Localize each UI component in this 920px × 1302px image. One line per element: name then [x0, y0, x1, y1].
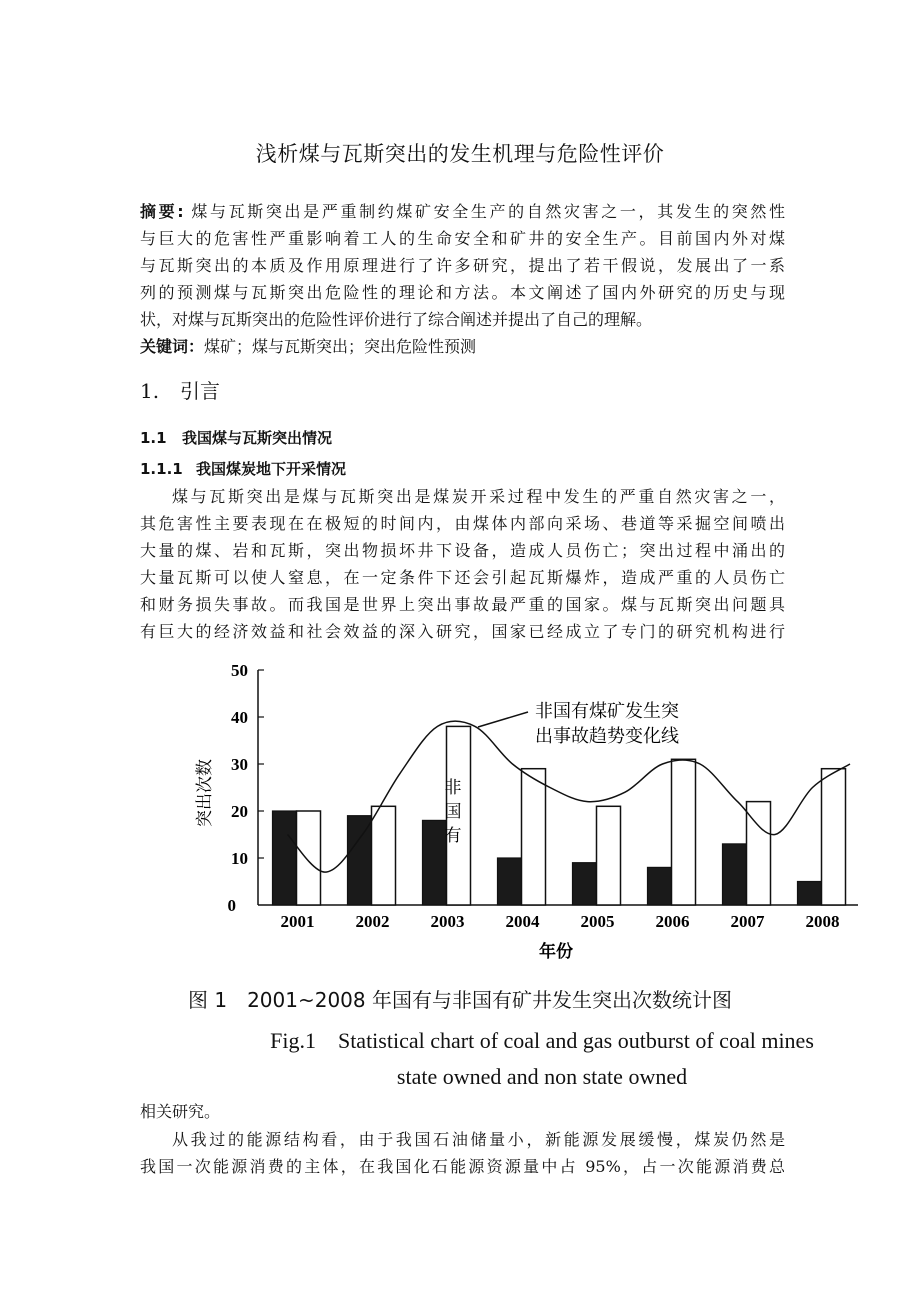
- x-tick-label: 2007: [730, 912, 765, 931]
- x-tick-label: 2006: [655, 912, 690, 931]
- paragraph-1: [140, 483, 785, 645]
- abstract-line: 与巨大的危害性严重影响着工人的生命安全和矿井的安全生产。目前国内外对煤: [140, 229, 785, 248]
- x-tick-label: 2002: [355, 912, 390, 931]
- bar-state-owned: [498, 858, 522, 905]
- bar-state-owned: [273, 811, 297, 905]
- abstract-text: 煤与瓦斯突出是严重制约煤矿安全生产的自然灾害之一，其发生的突然性: [191, 202, 785, 221]
- bar-state-owned: [423, 820, 447, 905]
- paragraph-line: 和财务损失事故。而我国是世界上突出事故最严重的国家。煤与瓦斯突出问题具: [140, 595, 785, 614]
- x-tick-label: 2001: [280, 912, 315, 931]
- y-tick-label: 0: [227, 896, 236, 915]
- bar-non-state-owned: [672, 759, 696, 905]
- section-title: 我国煤与瓦斯突出情况: [182, 429, 333, 447]
- paragraph-line: 其危害性主要表现在在极短的时间内，由煤体内部向采场、巷道等采掘空间喷出: [140, 514, 785, 533]
- bar-non-state-owned: [597, 806, 621, 905]
- paragraph-line: 我国一次能源消费的主体，在我国化石能源资源量中占 95%，占一次能源消费总: [140, 1157, 785, 1176]
- figure-caption-en-line1: Fig.1 Statistical chart of coal and gas outburst of coal mines: [270, 1028, 814, 1053]
- paragraph-line: 有巨大的经济效益和社会效益的深入研究，国家已经成立了专门的研究机构进行: [140, 622, 785, 641]
- bar-state-owned: [723, 844, 747, 905]
- figure-caption-cn: 图 1 2001~2008 年国有与非国有矿井发生突出次数统计图: [188, 988, 732, 1012]
- bar-state-owned: [648, 867, 672, 905]
- paragraph-2: [140, 1126, 785, 1180]
- paragraph-line: 煤与瓦斯突出是煤与瓦斯突出是煤炭开采过程中发生的严重自然灾害之一，: [172, 487, 785, 506]
- section-number: 1.1: [140, 429, 167, 447]
- bar-non-state-owned: [297, 811, 321, 905]
- keywords: 煤矿；煤与瓦斯突出；突出危险性预测: [204, 337, 477, 356]
- bar-annotation-label: 国: [444, 802, 462, 822]
- bar-non-state-owned: [522, 769, 546, 905]
- outburst-bar-chart: [0, 655, 920, 965]
- x-tick-label: 2008: [805, 912, 840, 931]
- paragraph-line: 从我过的能源结构看，由于我国石油储量小，新能源发展缓慢，煤炭仍然是: [172, 1130, 785, 1149]
- section-number: 1.1.1: [140, 460, 183, 478]
- paragraph-line: 大量瓦斯可以使人窒息，在一定条件下还会引起瓦斯爆炸，造成严重的人员伤亡: [140, 568, 785, 587]
- abstract-line: 列的预测煤与瓦斯突出危险性的理论和方法。本文阐述了国内外研究的历史与现: [140, 283, 785, 302]
- figure-caption-en-line2: state owned and non state owned: [396, 1064, 688, 1089]
- bar-annotation-label: 有: [444, 826, 462, 846]
- bar-annotation-label: 非: [444, 778, 462, 798]
- y-tick-label: 20: [231, 802, 248, 821]
- x-axis-label: 年份: [539, 942, 573, 962]
- section-heading-1-1-1: [140, 458, 346, 479]
- paragraph-line: 相关研究。: [140, 1102, 221, 1121]
- y-tick-label: 40: [231, 708, 248, 727]
- section-title: 引言: [180, 379, 220, 403]
- abstract: [140, 198, 785, 360]
- x-tick-label: 2003: [430, 912, 465, 931]
- paragraph-1-end: [140, 1098, 785, 1125]
- trend-line-label: 非国有煤矿发生突: [535, 701, 679, 722]
- trend-line-label: 出事故趋势变化线: [535, 726, 679, 747]
- bar-state-owned: [348, 816, 372, 905]
- paper-title: 浅析煤与瓦斯突出的发生机理与危险性评价: [255, 142, 665, 166]
- keywords-label: 关键词：: [140, 337, 205, 356]
- keywords-line: [140, 333, 785, 360]
- y-tick-label: 10: [231, 849, 248, 868]
- y-tick-label: 50: [231, 661, 248, 680]
- x-tick-label: 2004: [505, 912, 540, 931]
- y-tick-label: 30: [231, 755, 248, 774]
- bar-state-owned: [798, 882, 822, 906]
- abstract-label: 摘要:: [140, 202, 184, 221]
- bar-non-state-owned: [822, 769, 846, 905]
- abstract-line: [140, 198, 785, 225]
- bar-state-owned: [573, 863, 597, 905]
- section-heading-1: [140, 375, 220, 404]
- x-tick-label: 2005: [580, 912, 615, 931]
- section-title: 我国煤炭地下开采情况: [196, 460, 347, 478]
- bar-non-state-owned: [372, 806, 396, 905]
- section-number: 1.: [140, 379, 160, 403]
- abstract-line: 与瓦斯突出的本质及作用原理进行了许多研究，提出了若干假说，发展出了一系: [140, 256, 785, 275]
- abstract-line: 状，对煤与瓦斯突出的危险性评价进行了综合阐述并提出了自己的理解。: [140, 310, 653, 329]
- section-heading-1-1: [140, 427, 332, 448]
- trend-label-pointer: [478, 712, 528, 727]
- paragraph-line: 大量的煤、岩和瓦斯，突出物损坏井下设备，造成人员伤亡；突出过程中涌出的: [140, 541, 785, 560]
- y-axis-label: 突出次数: [195, 759, 215, 827]
